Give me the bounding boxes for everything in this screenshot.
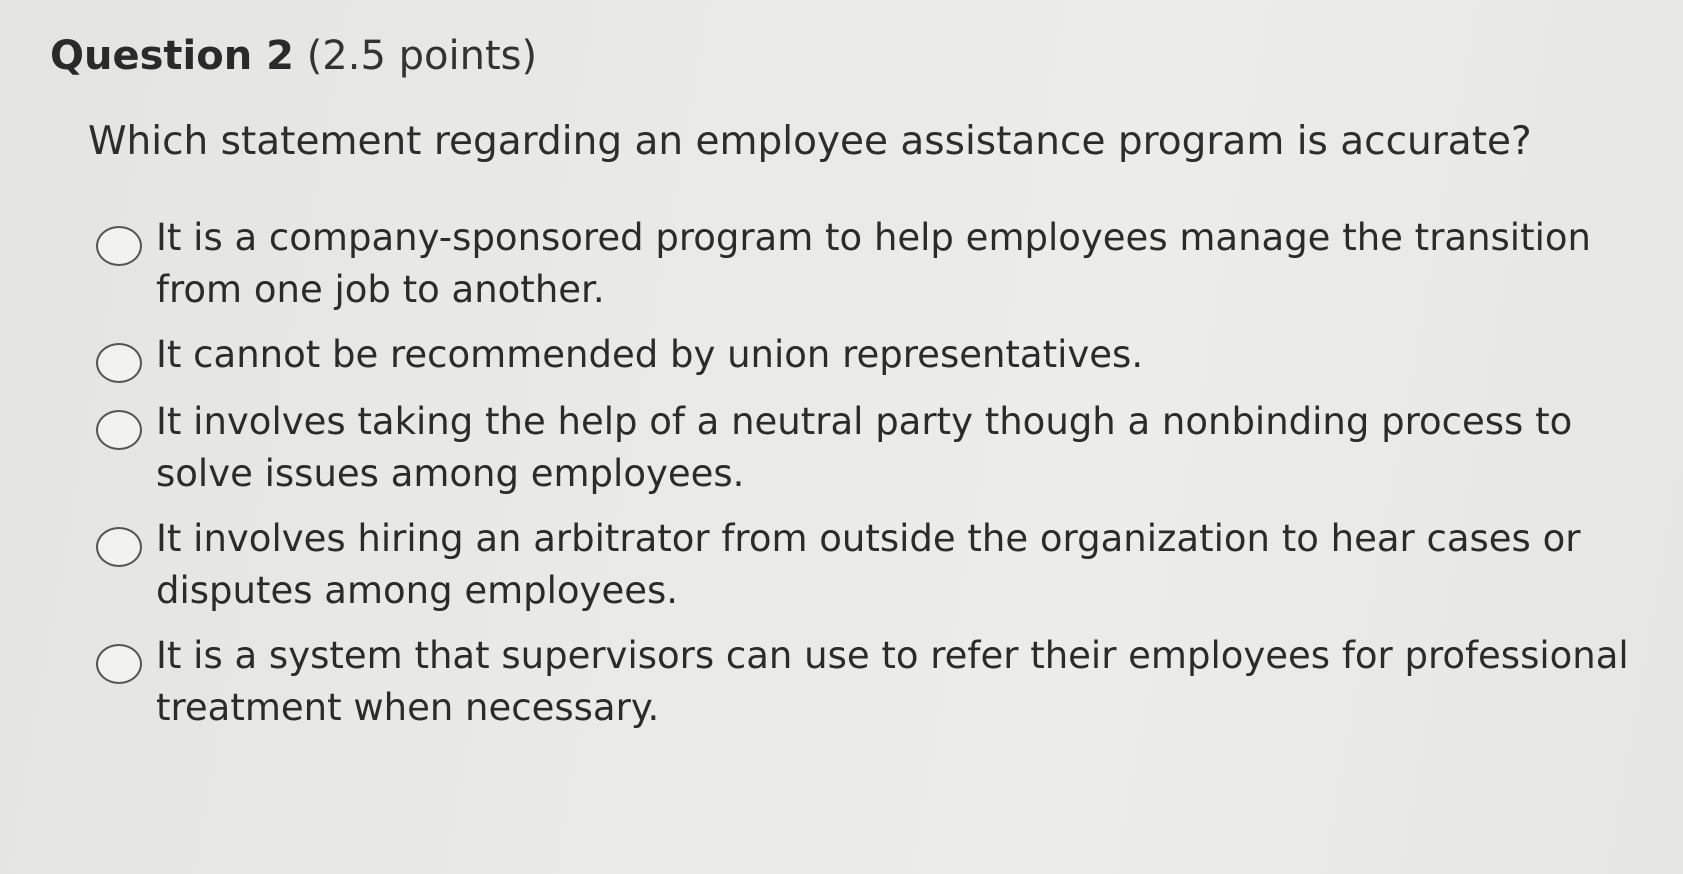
answer-option-4[interactable] (96, 513, 1636, 617)
question-header (50, 28, 537, 84)
answer-option-label: It cannot be recommended by union representatives. (156, 333, 1144, 376)
question-prompt: Which statement regarding an employee assistance program is accurate? (88, 119, 1532, 164)
answer-option-5[interactable] (96, 630, 1636, 734)
radio-button-1[interactable] (96, 226, 142, 266)
radio-button-5[interactable] (96, 644, 142, 684)
answer-option-label: It is a system that supervisors can use to refer their employees for professional treatment when necessary. (156, 634, 1629, 729)
question-number: Question 2 (50, 33, 294, 79)
answer-option-label: It involves taking the help of a neutral party though a nonbinding process to solve issues among employees. (156, 400, 1573, 495)
radio-button-4[interactable] (96, 527, 142, 567)
answer-option-2[interactable] (96, 329, 1636, 383)
answer-option-1[interactable] (96, 212, 1636, 316)
answer-option-label: It involves hiring an arbitrator from outside the organization to hear cases or disputes among employees. (156, 517, 1581, 612)
answer-option-3[interactable] (96, 396, 1636, 500)
question-points: (2.5 points) (306, 33, 538, 79)
radio-button-3[interactable] (96, 410, 142, 450)
answer-option-label: It is a company-sponsored program to help employees manage the transition from one job to another. (156, 216, 1591, 311)
radio-button-2[interactable] (96, 343, 142, 383)
answer-options (96, 212, 1636, 747)
